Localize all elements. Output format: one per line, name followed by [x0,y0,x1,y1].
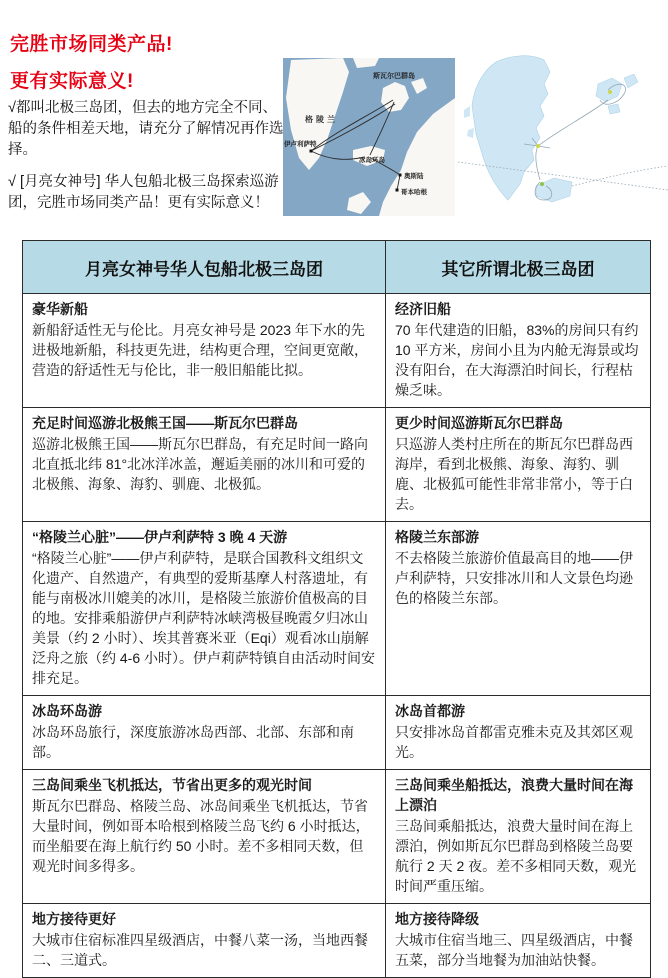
cell-title: 地方接待降级 [395,911,479,927]
cell-right [386,696,651,770]
intro-note-2: √ [月亮女神号] 华人包船北极三岛探索巡游团，完胜市场同类产品！更有实际意义！ [8,174,279,211]
cell-body: 大城市住宿标准四星级酒店，中餐八菜一汤，当地西餐二、三道式。 [32,932,368,968]
cell-right [386,904,651,978]
cell-body: 新船舒适性无与伦比。月亮女神号是 2023 年下水的先进极地新船，科技更先进，结构更合理，空间更宽敞，营造的舒适性无与伦比，非一般旧船能比拟。 [32,322,368,378]
cell-body: 不去格陵兰旅游价值最高目的地——伊卢利萨特，只安排冰川和人文景色均逊色的格陵兰东部。 [395,550,633,606]
label-svalbard: 斯瓦尔巴群岛 [373,73,415,80]
table-header-row [23,241,651,294]
table-header-right: 其它所谓北极三岛团 [386,241,651,294]
map2-hub-dot-1 [536,144,540,148]
cell-left [23,522,386,696]
comparison-table [22,240,651,978]
table-row [23,770,651,904]
table-row [23,408,651,522]
intro-notes [8,98,286,225]
cell-title: 更少时间巡游斯瓦尔巴群岛 [395,415,563,431]
cell-title: 三岛间乘坐飞机抵达，节省出更多的观光时间 [32,777,312,793]
table-row [23,904,651,978]
cell-body: 斯瓦尔巴群岛、格陵兰岛、冰岛间乘坐飞机抵达，节省大量时间，例如哥本哈根到格陵兰岛飞约 6 小时抵达，而坐船要在海上航行约 50 小时。差不多相同天数，但观光时间多得多。 [32,798,370,874]
cell-title: 格陵兰东部游 [395,529,479,545]
label-oslo: 奥斯陆 [404,173,424,180]
cell-left [23,904,386,978]
cell-left [23,294,386,408]
cell-title: 冰岛首都游 [395,703,465,719]
cell-body: 只安排冰岛首都雷克雅未克及其郊区观光。 [395,724,633,760]
cell-title: 冰岛环岛游 [32,703,102,719]
cell-body: 冰岛环岛旅行，深度旅游冰岛西部、北部、东部和南部。 [32,724,354,760]
table-row [23,522,651,696]
dot-oslo [399,174,402,177]
cell-right [386,770,651,904]
cell-title: 地方接待更好 [32,911,116,927]
label-ilulissat: 伊卢利萨特 [284,141,317,148]
cell-left [23,696,386,770]
map2-hub-dot-3 [608,90,612,94]
dot-ilulissat [310,150,313,153]
label-greenland: 格陵兰 [305,115,338,124]
table-row [23,294,651,408]
cell-title: 经济旧船 [395,301,451,317]
label-iceland: 冰岛环岛 [359,157,385,164]
cell-title: “格陵兰心脏”——伊卢利萨特 3 晚 4 天游 [32,529,288,545]
cell-left [23,408,386,522]
table-row [23,696,651,770]
cell-body: 70 年代建造的旧船，83%的房间只有约 10 平方米，房间小且为内舱无海景或均没有阳台，在大海漂泊时间长，行程枯燥乏味。 [395,322,639,398]
table-header-left: 月亮女神号华人包船北极三岛团 [23,241,386,294]
greenland-route-map [458,50,668,226]
headline-line1: 完胜市场同类产品! [10,34,173,55]
cell-title: 充足时间巡游北极熊王国——斯瓦尔巴群岛 [32,415,298,431]
cell-right [386,294,651,408]
cell-title: 豪华新船 [32,301,88,317]
intro-note-1: √都叫北极三岛团，但去的地方完全不同、船的条件相差天地，请充分了解情况再作选择。 [8,100,284,158]
cell-right [386,522,651,696]
cell-body: 大城市住宿当地三、四星级酒店，中餐五菜，部分当地餐为加油站快餐。 [395,932,633,968]
cell-title: 三岛间乘坐船抵达，浪费大量时间在海上漂泊 [395,777,633,813]
headline-line2: 更有实际意义! [10,71,134,92]
cell-right [386,408,651,522]
cell-left [23,770,386,904]
cell-body: 巡游北极熊王国——斯瓦尔巴群岛，有充足时间一路向北直抵北纬 81°北冰洋冰盖，邂逅美丽的冰川和可爱的北极熊、海象、海豹、驯鹿、北极狐。 [32,436,368,492]
dot-copenhagen [396,189,399,192]
arctic-route-map [283,58,455,216]
label-copenhagen: 哥本哈根 [401,189,427,196]
cell-body: 三岛间乘船抵达，浪费大量时间在海上漂泊，例如斯瓦尔巴群岛到格陵兰岛要航行 2 天 2 夜。差不多相同天数，观光时间严重压缩。 [395,818,637,894]
map2-hub-dot-2 [540,182,544,186]
cell-body: “格陵兰心脏”——伊卢利萨特，是联合国教科文组织文化遗产、自然遗产，有典型的爱斯基摩人村落遗址，有能与南极冰川媲美的冰川，是格陵兰旅游价值极高的目的地。安排乘船游伊卢利萨特冰峡湾极昼晚霞夕归冰山美景（约 2 小时）、埃其普赛米亚（Eqi）观看冰山崩解泛舟之旅（约 4-6 小时）。伊卢莉萨特镇自由活动时间安排充足。 [32,550,376,686]
headline [10,28,173,102]
cell-body: 只巡游人类村庄所在的斯瓦尔巴群岛西海岸，看到北极熊、海象、海豹、驯鹿、北极狐可能性非常非常小，等于白去。 [395,436,633,512]
